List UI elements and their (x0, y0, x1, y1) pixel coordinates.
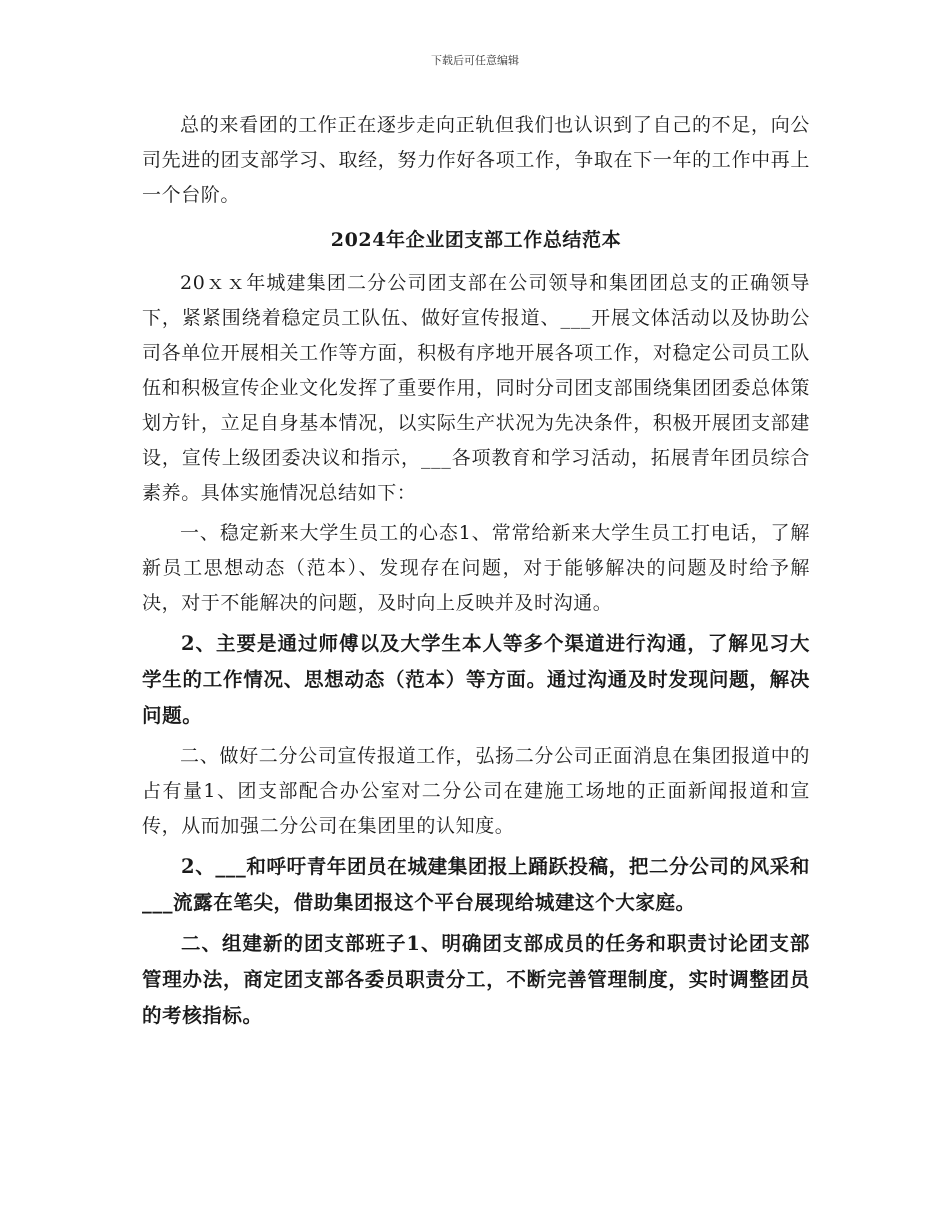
paragraph-item-1: 一、稳定新来大学生员工的心态1、常常给新来大学生员工打电话，了解新员工思想动态（范本）、发现存在问题，对于能够解决的问题及时给予解决，对于不能解决的问题，及时向上反映并及时沟通。 (142, 522, 810, 614)
paragraph-item-1-2: 2、主要是通过师傅以及大学生本人等多个渠道进行沟通，了解见习大学生的工作情况、思想动态（范本）等方面。通过沟通及时发现问题，解决问题。 (142, 632, 810, 727)
section-title: 2024年企业团支部工作总结范本 (330, 229, 622, 251)
paragraph-item-2: 二、做好二分公司宣传报道工作，弘扬二分公司正面消息在集团报道中的占有量1、团支部配合办公室对二分公司在建施工场地的正面新闻报道和宣传，从而加强二分公司在集团里的认知度。 (142, 745, 810, 837)
paragraph-intro: 20ｘｘ年城建集团二分公司团支部在公司领导和集团团总支的正确领导下，紧紧围绕着稳定员工队伍、做好宣传报道、___开展文体活动以及协助公司各单位开展相关工作等方面，积极有序地开展各项工作，对稳定公司员工队伍和积极宣传企业文化发挥了重要作用，同时分司团支部围绕集团团委总体策划方针，立足自身基本情况，以实际生产状况为先决条件，积极开展团支部建设，宣传上级团委决议和指示，___各项教育和学习活动，拓展青年团员综合素养。具体实施情况总结如下： (142, 272, 810, 504)
paragraph-item-3: 二、组建新的团支部班子1、明确团支部成员的任务和职责讨论团支部管理办法，商定团支部各委员职责分工，不断完善管理制度，实时调整团员的考核指标。 (142, 932, 810, 1027)
paragraph-item-2-2: 2、___和呼吁青年团员在城建集团报上踊跃投稿，把二分公司的风采和___流露在笔尖，借助集团报这个平台展现给城建这个大家庭。 (142, 855, 810, 914)
page-header: 下载后可任意编辑 (431, 54, 519, 67)
paragraph-summary: 总的来看团的工作正在逐步走向正轨但我们也认识到了自己的不足，向公司先进的团支部学习、取经，努力作好各项工作，争取在下一年的工作中再上一个台阶。 (142, 114, 810, 206)
document-body (142, 108, 810, 1034)
